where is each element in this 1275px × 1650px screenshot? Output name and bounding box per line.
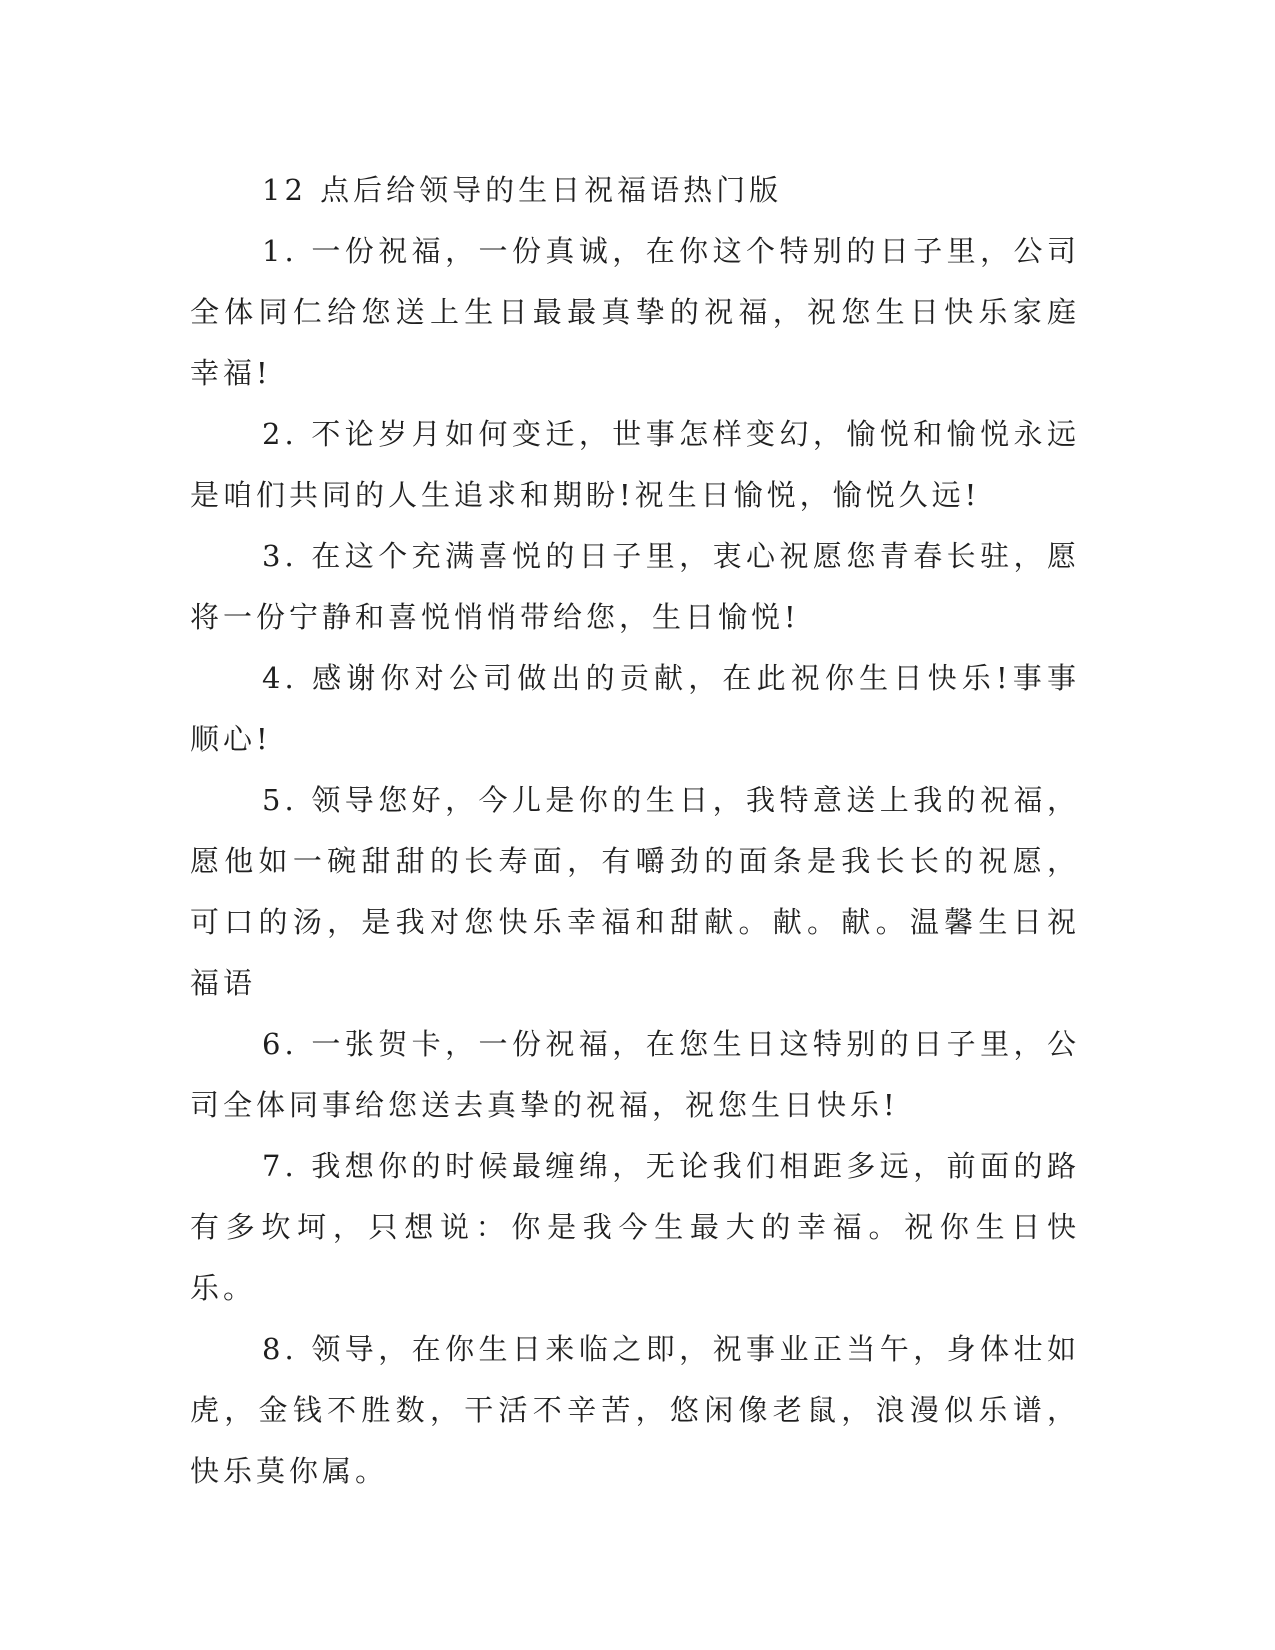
document-title: 12 点后给领导的生日祝福语热门版	[262, 173, 783, 207]
paragraph-5: 5. 领导您好，今儿是你的生日，我特意送上我的祝福，愿他如一碗甜甜的长寿面，有嚼劲的面条是我长长的祝愿，可口的汤，是我对您快乐幸福和甜献。献。献。温馨生日祝福语	[190, 783, 1080, 1000]
paragraph-7: 7. 我想你的时候最缠绵，无论我们相距多远，前面的路有多坎坷，只想说：你是我今生最大的幸福。祝你生日快乐。	[190, 1149, 1080, 1305]
paragraph-8: 8. 领导，在你生日来临之即，祝事业正当午，身体壮如虎，金钱不胜数，干活不辛苦，悠闲像老鼠，浪漫似乐谱，快乐莫你属。	[190, 1332, 1080, 1488]
paragraph-1: 1. 一份祝福，一份真诚，在你这个特别的日子里，公司全体同仁给您送上生日最最真挚的祝福，祝您生日快乐家庭幸福!	[190, 234, 1080, 390]
paragraph-6: 6. 一张贺卡，一份祝福，在您生日这特别的日子里，公司全体同事给您送去真挚的祝福，祝您生日快乐!	[190, 1027, 1080, 1122]
paragraph-3: 3. 在这个充满喜悦的日子里，衷心祝愿您青春长驻，愿将一份宁静和喜悦悄悄带给您，生日愉悦!	[190, 539, 1080, 634]
paragraph-4: 4. 感谢你对公司做出的贡献，在此祝你生日快乐!事事顺心!	[190, 661, 1080, 756]
document-body	[190, 160, 1080, 1502]
paragraph-2: 2. 不论岁月如何变迁，世事怎样变幻，愉悦和愉悦永远是咱们共同的人生追求和期盼!祝生日愉悦，愉悦久远!	[190, 417, 1080, 512]
